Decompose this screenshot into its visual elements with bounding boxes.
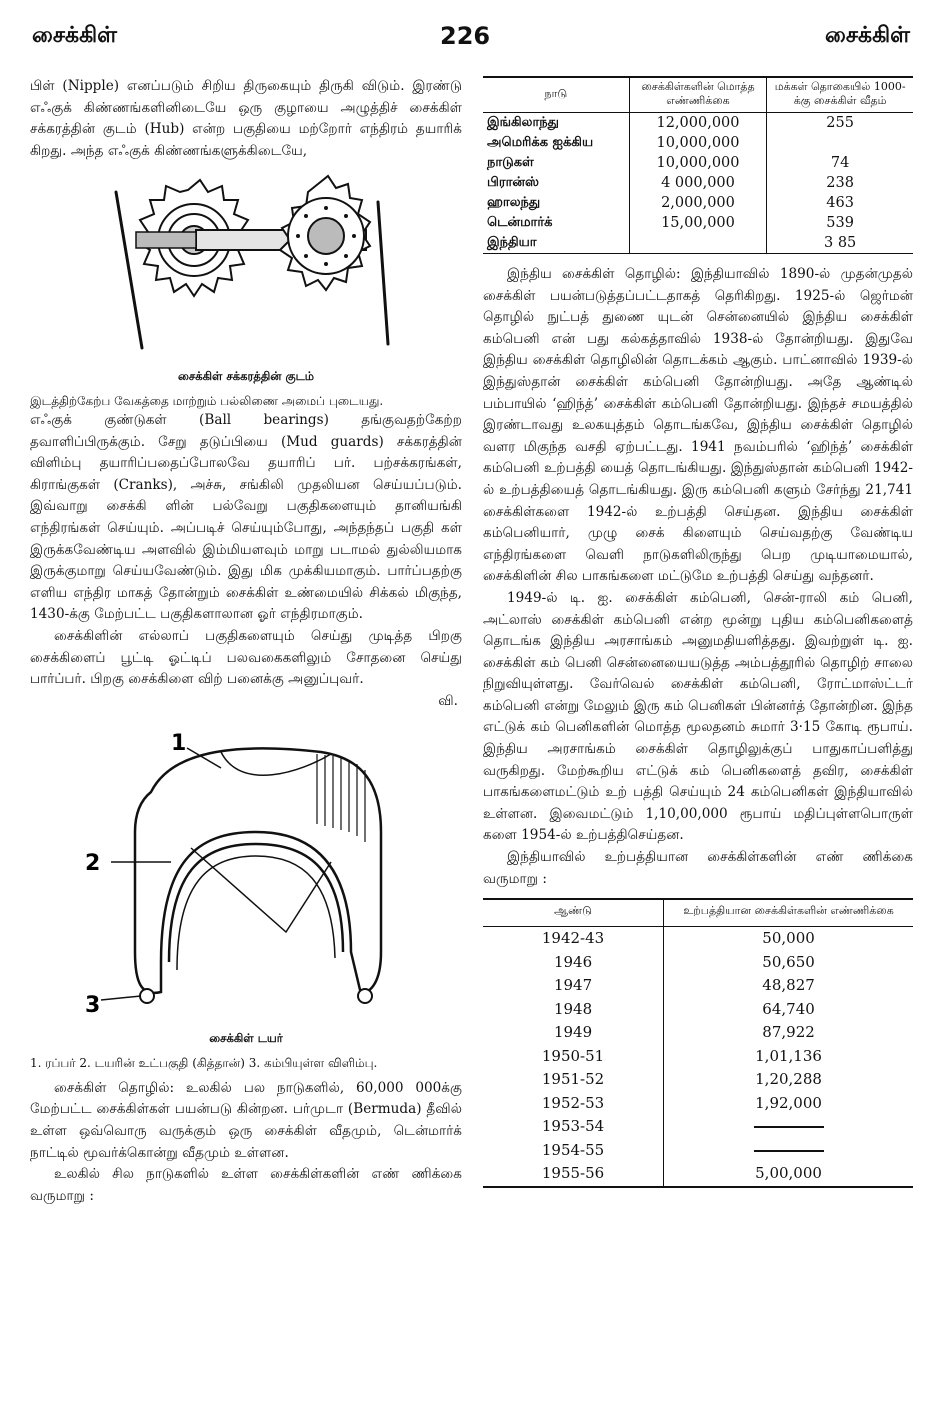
year-cell: 1955-56 [541, 1164, 605, 1183]
table-row [483, 193, 913, 213]
table-row [483, 213, 913, 233]
country-cell: இந்தியா [487, 235, 537, 250]
page-number: 226 [440, 22, 491, 50]
paragraph: பிள் (Nipple) எனப்படும் சிறிய திருகையும் திருகி விடும். இரண்டு எஃகுக் கிண்ணங்களினிடையே ஒரு குழாயை அழுத்திச் சைக்கிள் சக்கரத்தின் குடம் (Hub) என்ற பகுதியை மற்றோர் எந்திரம் தயாரிக் கிறது. அந்த எஃகுக் கிண்ணங்களுக்கிடையே, [30, 78, 462, 159]
year-cell: 1952-53 [541, 1093, 605, 1112]
country-cell: நாடுகள் [487, 155, 534, 170]
value-cell: 74 [767, 153, 913, 173]
value-cell [629, 233, 767, 254]
paragraph: இந்தியாவில் உற்பத்தியான சைக்கிள்களின் எண் ணிக்கை வருமாறு : [483, 849, 913, 887]
table-row [483, 1045, 913, 1069]
value-cell: 15,00,000 [629, 213, 767, 233]
table-row [483, 113, 913, 134]
count-cell: 5,00,000 [664, 1162, 913, 1187]
table-row [483, 233, 913, 254]
count-cell: 64,740 [664, 998, 913, 1022]
paragraph: சைக்கிள் தொழில்: உலகில் பல நாடுகளில், 60,000 000க்கு மேற்பட்ட சைக்கிள்கள் பயன்படு கின்றன. பர்முடா (Bermuda) தீவில் உள்ள ஒவ்வொரு வருக்கும் ஒரு சைக்கிள் வீதமும், டென்மார்க் நாட்டில் மூவர்க்கொன்று வீதமும் உள்ளன. [30, 1079, 462, 1161]
paragraph: உலகில் சில நாடுகளில் உள்ள சைக்கிள்களின் எண் ணிக்கை வருமாறு : [30, 1166, 462, 1204]
year-cell: 1949 [553, 1023, 593, 1042]
year-cell: 1947 [553, 976, 593, 995]
year-cell: 1942-43 [541, 929, 605, 948]
count-cell [664, 1139, 913, 1163]
count-cell [664, 1115, 913, 1139]
right-column [483, 76, 913, 1188]
count-cell: 48,827 [664, 974, 913, 998]
year-cell: 1950-51 [541, 1046, 605, 1065]
running-head-right: சைக்கிள் [825, 22, 910, 48]
column-header: ஆண்டு [483, 899, 664, 927]
table-row [483, 998, 913, 1022]
no-data-dash [754, 1150, 824, 1152]
production-table [483, 898, 913, 1188]
value-cell: 463 [767, 193, 913, 213]
table-row [483, 153, 913, 173]
column-header: மக்கள் தொகையில் 1000-க்கு சைக்கிள் வீதம் [767, 77, 913, 113]
count-cell: 87,922 [664, 1021, 913, 1045]
year-cell: 1951-52 [541, 1070, 605, 1089]
value-cell: 3 85 [767, 233, 913, 254]
running-head-left: சைக்கிள் [32, 22, 117, 48]
value-cell: 2,000,000 [629, 193, 767, 213]
value-cell: 10,000,000 [629, 133, 767, 153]
label-1: 1 [171, 731, 187, 757]
country-cell: ஹாலந்து [487, 195, 541, 210]
figure-caption: சைக்கிள் டயர் [209, 1031, 283, 1046]
year-cell: 1948 [553, 999, 593, 1018]
label-2: 2 [85, 851, 101, 877]
country-cell: பிரான்ஸ் [487, 175, 539, 190]
table-row [483, 974, 913, 998]
count-cell: 1,20,288 [664, 1068, 913, 1092]
column-header: சைக்கிள்களின் மொத்த எண்ணிக்கை [629, 77, 767, 113]
table-row [483, 173, 913, 193]
value-cell: 238 [767, 173, 913, 193]
count-cell: 1,01,136 [664, 1045, 913, 1069]
tyre-figure [81, 712, 411, 1022]
value-cell: 539 [767, 213, 913, 233]
year-cell: 1953-54 [541, 1117, 605, 1136]
figure-caption: சைக்கிள் சக்கரத்தின் குடம் [177, 369, 315, 384]
table-row [483, 1021, 913, 1045]
paragraph: சைக்கிளின் எல்லாப் பகுதிகளையும் செய்து முடித்த பிறகு சைக்கிளைப் பூட்டி ஓட்டிப் பலவகைகளிலும் சோதனை செய்து பார்ப்பர். பிறகு சைக்கிளை விற் பனைக்கு அனுப்புவர். [30, 627, 462, 688]
value-cell: 10,000,000 [629, 153, 767, 173]
paragraph: 1949-ல் டி. ஐ. சைக்கிள் கம்பெனி, சென்-ராலி கம் பெனி, அட்லாஸ் சைக்கிள் கம்பெனி என்ற மூன்று புதிய கம்பெனிகளைத் தொடங்க இந்திய அரசாங்கம் அனுமதியளித்தது. இவற்றுள் டி. ஐ. சைக்கிள் கம் பெனி சென்னையையடுத்த அம்பத்தூரில் தொழிற் சாலை நிறுவியுள்ளது. வேர்வெல் சைக்கிள் கம்பெனி, ரோட்மாஸ்ட்டர் கம்பெனி என்று மேலும் இரு கம் பெனிகள் பின்னர்த் தோன்றின. இந்த எட்டுக் கம் பெனிகளின் மொத்த மூலதனம் சுமார் 3·15 கோடி ரூபாய். இந்திய அரசாங்கம் சைக்கிள் தொழிலுக்குப் பாதுகாப்பளித்து வருகிறது. மேற்கூறிய எட்டுக் கம் பெனிகளைத் தவிர, சைக்கிள் பாகங்களைமட்டும் உற் பத்தி செய்யும் 24 கம்பெனிகள் இந்தியாவில் உள்ளன. இவைமட்டும் 1,10,00,000 ரூபாய் மதிப்புள்ளபொருள் களை 1954-ல் உற்பத்திசெய்தன. [483, 589, 913, 844]
country-cell: அமெரிக்க ஐக்கிய [487, 135, 594, 150]
left-column [30, 76, 462, 1207]
label-3: 3 [85, 993, 101, 1019]
figure-legend: 1. ரப்பர் 2. டயரின் உட்பகுதி (கித்தான்) 3. கம்பியுள்ள விளிம்பு. [30, 1055, 378, 1070]
year-cell: 1954-55 [541, 1140, 605, 1159]
country-cycles-table [483, 76, 913, 254]
table-row [483, 951, 913, 975]
value-cell: 4 000,000 [629, 173, 767, 193]
table-row [483, 1139, 913, 1163]
paragraph: எஃகுக் குண்டுகள் (Ball bearings) தங்குவதற்கேற்ற தவாளிப்பிருக்கும். சேறு தடுப்பியை (Mud guards) சக்கரத்தின் விளிம்பு தயாரிப்பதைப்போலவே தயாரிப் பர். பற்சக்கரங்கள், கிராங்குகள் (Cranks), அச்சு, சங்கிலி முதலியன செய்யப்படும். இவ்வாறு சைக்கி ளின் பல்வேறு பகுதிகளையும் தானியங்கி எந்திரங்கள் செய்யும். அப்படிச் செய்யும்போது, அந்தந்தப் பகுதி கள் இருக்கவேண்டிய அளவில் இம்மியளவும் மாறு படாமல் துல்லியமாக இருக்குமாறு செய்யவேண்டும். இது மிக முக்கியமாகும். பார்ப்பதற்கு எளிய எந்திர மாகத் தோன்றும் சைக்கிள் உண்மையில் சிக்கல் மிகுந்த, 1430-க்கு மேற்பட்ட பகுதிகளாலான ஓர் எந்திரமாகும். [30, 411, 462, 623]
table-row [483, 1115, 913, 1139]
country-cell: இங்கிலாந்து [487, 115, 559, 130]
figure-note: இடத்திற்கேற்ப வேகத்தை மாற்றும் பல்லிணை அமைப் புடையது. [30, 393, 384, 408]
no-data-dash [754, 1126, 824, 1128]
column-header: நாடு [483, 77, 629, 113]
count-cell: 50,650 [664, 951, 913, 975]
value-cell [767, 133, 913, 153]
count-cell: 1,92,000 [664, 1092, 913, 1116]
value-cell: 255 [767, 113, 913, 134]
column-header: உற்பத்தியான சைக்கிள்களின் எண்ணிக்கை [664, 899, 913, 927]
table-row [483, 927, 913, 951]
table-row [483, 1162, 913, 1187]
year-cell: 1946 [553, 952, 593, 971]
count-cell: 50,000 [664, 927, 913, 951]
paragraph: இந்திய சைக்கிள் தொழில்: இந்தியாவில் 1890-ல் முதன்முதல் சைக்கிள் பயன்படுத்தப்பட்டதாகத் தெரிகிறது. 1925-ல் ஜெர்மன் தொழில் நுட்பத் துணை யுடன் சென்னையில் இந்திய சைக்கிள் கம்பெனி என் பது கல்கத்தாவில் 1938-ல் தோன்றியது. இதுவே இந்திய சைக்கிள் தொழிலின் தொடக்கம் ஆகும். பாட்னாவில் 1939-ல் இந்துஸ்தான் சைக்கிள் கம்பெனி தோன்றியது. அதே ஆண்டில் பம்பாயில் ‘ஹிந்த்’ சைக்கிள் கம்பெனி தோன்றியது. இந்தச் சமயத்தில் இரண்டாவது உலகயுத்தம் தொடங்கவே, இந்திய சைக்கிள் தொழில் வளர மிகுந்த வசதி ஏற்பட்டது. 1941 நவம்பரில் ‘ஹிந்த்’ சைக்கிள் கம்பெனி உற்பத்தி யைத் தொடங்கியது. இந்துஸ்தான் கம்பெனி 1942-ல் உற்பத்தியைத் தொடங்கியது. இரு கம்பெனி களும் சேர்ந்து 21,741 சைக்கிள்களை 1942-ல் உற்பத்தி செய்தன. இந்திய சைக்கிள் கம்பெனியார், முழு சைக் கிளையும் செய்வதற்கு வேண்டிய எந்திரங்களை வெளி நாடுகளிலிருந்து பெற முடியாமையால், சைக்கிளின் சில பாகங்களை மட்டுமே உற்பத்தி செய்து வந்தனர். [483, 266, 913, 585]
table-row [483, 1068, 913, 1092]
author-initial: வி. [438, 692, 458, 709]
value-cell: 12,000,000 [629, 113, 767, 134]
table-row [483, 1092, 913, 1116]
hub-figure [96, 162, 396, 360]
country-cell: டென்மார்க் [487, 215, 553, 230]
table-row [483, 133, 913, 153]
